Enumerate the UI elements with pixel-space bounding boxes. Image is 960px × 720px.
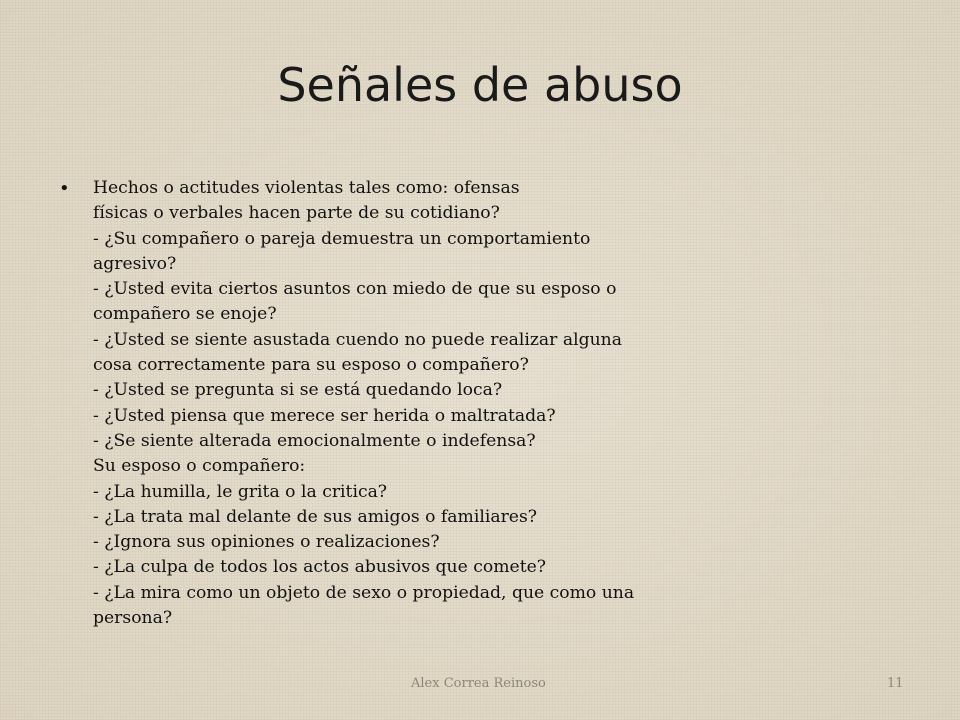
body-line: - ¿La culpa de todos los actos abusivos que comete? (93, 557, 547, 578)
slide-footer (0, 674, 960, 698)
body-line: - ¿Usted evita ciertos asuntos con miedo de que su esposo o (93, 279, 617, 300)
page-number: 11 (887, 676, 904, 691)
slide-title: Señales de abuso (277, 58, 683, 112)
body-line: físicas o verbales hacen parte de su cotidiano? (93, 203, 500, 224)
body-line: - ¿Usted se siente asustada cuendo no puede realizar alguna (93, 329, 622, 350)
body-line: Su esposo o compañero: (93, 456, 306, 477)
body-line: - ¿La humilla, le grita o la critica? (93, 481, 388, 502)
body-line: Hechos o actitudes violentas tales como: ofensas (93, 178, 520, 198)
bullet-icon: • (59, 178, 70, 199)
body-line: cosa correctamente para su esposo o compañero? (93, 355, 529, 376)
body-line: - ¿Su compañero o pareja demuestra un comportamiento (93, 228, 591, 249)
body-line: - ¿Se siente alterada emocionalmente o indefensa? (93, 430, 536, 451)
body-line: - ¿Usted se pregunta si se está quedando loca? (93, 380, 503, 401)
body-line: - ¿Ignora sus opiniones o realizaciones? (93, 532, 440, 553)
body-line: compañero se enoje? (93, 304, 277, 325)
body-line: - ¿La mira como un objeto de sexo o propiedad, que como una (93, 582, 635, 603)
body-line: persona? (93, 608, 173, 629)
slide-body (59, 176, 713, 631)
footer-author: Alex Correa Reinoso (411, 676, 546, 691)
body-line: - ¿Usted piensa que merece ser herida o maltratada? (93, 405, 556, 426)
body-line: agresivo? (93, 253, 177, 274)
body-line: - ¿La trata mal delante de sus amigos o familiares? (93, 506, 537, 527)
